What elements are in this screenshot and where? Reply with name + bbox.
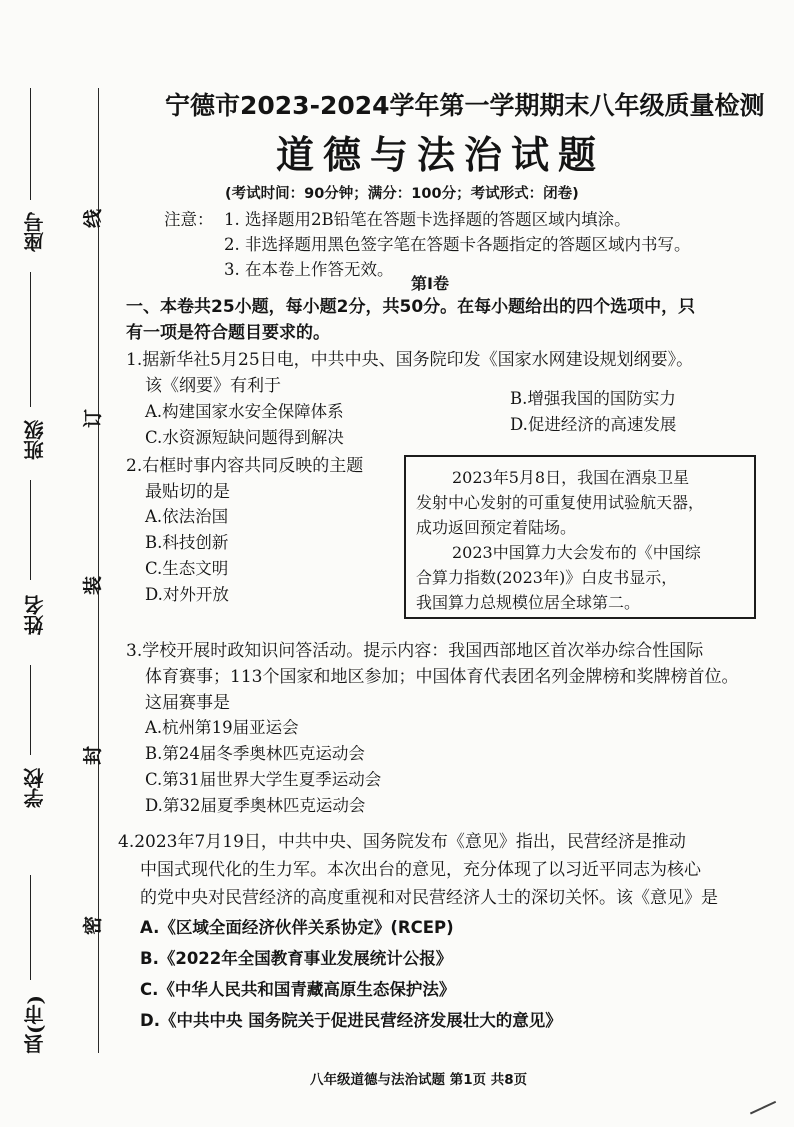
binding-line xyxy=(98,88,99,1053)
question-3-stem: 3.学校开展时政知识问答活动。提示内容：我国西部地区首次举办综合性国际 xyxy=(126,641,704,661)
seal-char-bind: 订 xyxy=(82,408,105,429)
seat-number-label: 座号 xyxy=(23,212,47,252)
question-3-option-d[interactable]: D.第32届夏季奥林匹克运动会 xyxy=(145,796,366,815)
page-footer: 八年级道德与法治试题 第1页 共8页 xyxy=(310,1072,528,1088)
volume-label: 第Ⅰ卷 xyxy=(411,274,449,293)
question-1-option-c[interactable]: C.水资源短缺问题得到解决 xyxy=(145,428,344,447)
class-rule xyxy=(30,272,31,407)
question-3-stem-cont: 体育赛事；113个国家和地区参加；中国体育代表团名列金牌榜和奖牌榜首位。 xyxy=(145,667,739,687)
news-line-4: 2023中国算力大会发布的《中国综 xyxy=(452,543,701,562)
name-rule xyxy=(30,480,31,580)
question-4-option-d[interactable]: D.《中共中央 国务院关于促进民营经济发展壮大的意见》 xyxy=(140,1011,562,1030)
exam-info: (考试时间：90分钟；满分：100分；考试形式：闭卷) xyxy=(225,186,579,202)
question-1-option-d[interactable]: D.促进经济的高速发展 xyxy=(510,415,677,434)
question-2-option-b[interactable]: B.科技创新 xyxy=(145,533,229,552)
seal-char-secret: 密 xyxy=(82,915,105,936)
county-rule xyxy=(30,875,31,980)
question-1-stem: 1.据新华社5月25日电，中共中央、国务院印发《国家水网建设规划纲要》。 xyxy=(126,350,694,370)
county-label: 县(市) xyxy=(23,995,47,1054)
question-4-stem: 4.2023年7月19日，中共中央、国务院发布《意见》指出，民营经济是推动 xyxy=(118,832,686,852)
question-1-stem-cont: 该《纲要》有利于 xyxy=(145,376,281,396)
news-line-2: 发射中心发射的可重复使用试验航天器， xyxy=(416,493,705,512)
subject-title: 道德与法治试题 xyxy=(276,132,606,177)
note-1: 1. 选择题用2B铅笔在答题卡选择题的答题区域内填涂。 xyxy=(224,210,631,229)
name-label: 姓名 xyxy=(23,595,47,635)
question-4-option-c[interactable]: C.《中华人民共和国青藏高原生态保护法》 xyxy=(140,980,456,999)
news-line-3: 成功返回预定着陆场。 xyxy=(416,518,577,537)
question-2-stem-cont: 最贴切的是 xyxy=(145,482,230,502)
question-4-option-a[interactable]: A.《区域全面经济伙伴关系协定》(RCEP) xyxy=(140,918,454,937)
note-label: 注意： xyxy=(164,210,214,229)
note-2: 2. 非选择题用黑色签字笔在答题卡各题指定的答题区域内书写。 xyxy=(224,235,691,254)
section-instructions-line2: 有一项是符合题目要求的。 xyxy=(126,323,330,343)
school-label: 学校 xyxy=(23,768,47,808)
class-label: 班级 xyxy=(23,420,47,460)
question-1-option-b[interactable]: B.增强我国的国防实力 xyxy=(510,389,676,408)
current-events-box xyxy=(404,455,756,619)
question-2-option-c[interactable]: C.生态文明 xyxy=(145,559,229,578)
question-1-option-a[interactable]: A.构建国家水安全保障体系 xyxy=(145,402,344,421)
note-3: 3. 在本卷上作答无效。 xyxy=(224,260,394,279)
seal-char-pack: 装 xyxy=(82,575,105,596)
news-line-6: 我国算力总规模位居全球第二。 xyxy=(416,593,641,612)
seat-number-rule xyxy=(30,88,31,200)
news-line-1: 2023年5月8日，我国在酒泉卫星 xyxy=(452,468,690,487)
seal-char-line: 线 xyxy=(82,208,105,229)
exam-title: 宁德市2023-2024学年第一学期期末八年级质量检测 xyxy=(165,91,765,120)
question-4-stem-cont: 中国式现代化的生力军。本次出台的意见，充分体现了以习近平同志为核心 xyxy=(140,860,701,880)
question-3-option-a[interactable]: A.杭州第19届亚运会 xyxy=(145,718,299,737)
question-3-option-c[interactable]: C.第31届世界大学生夏季运动会 xyxy=(145,770,382,789)
question-3-option-b[interactable]: B.第24届冬季奥林匹克运动会 xyxy=(145,744,365,763)
seal-char-seal: 封 xyxy=(82,745,105,766)
section-instructions-line1: 一、本卷共25小题，每小题2分，共50分。在每小题给出的四个选项中，只 xyxy=(126,297,696,317)
news-line-5: 合算力指数(2023年)》白皮书显示， xyxy=(416,568,678,587)
page-corner-mark xyxy=(750,1101,782,1127)
question-3-stem-cont2: 这届赛事是 xyxy=(145,693,230,713)
school-rule xyxy=(30,665,31,755)
question-2-stem: 2.右框时事内容共同反映的主题 xyxy=(126,456,364,476)
question-2-option-a[interactable]: A.依法治国 xyxy=(145,507,229,526)
question-2-option-d[interactable]: D.对外开放 xyxy=(145,585,229,604)
question-4-stem-cont2: 的党中央对民营经济的高度重视和对民营经济人士的深切关怀。该《意见》是 xyxy=(140,888,718,908)
question-4-option-b[interactable]: B.《2022年全国教育事业发展统计公报》 xyxy=(140,949,453,968)
